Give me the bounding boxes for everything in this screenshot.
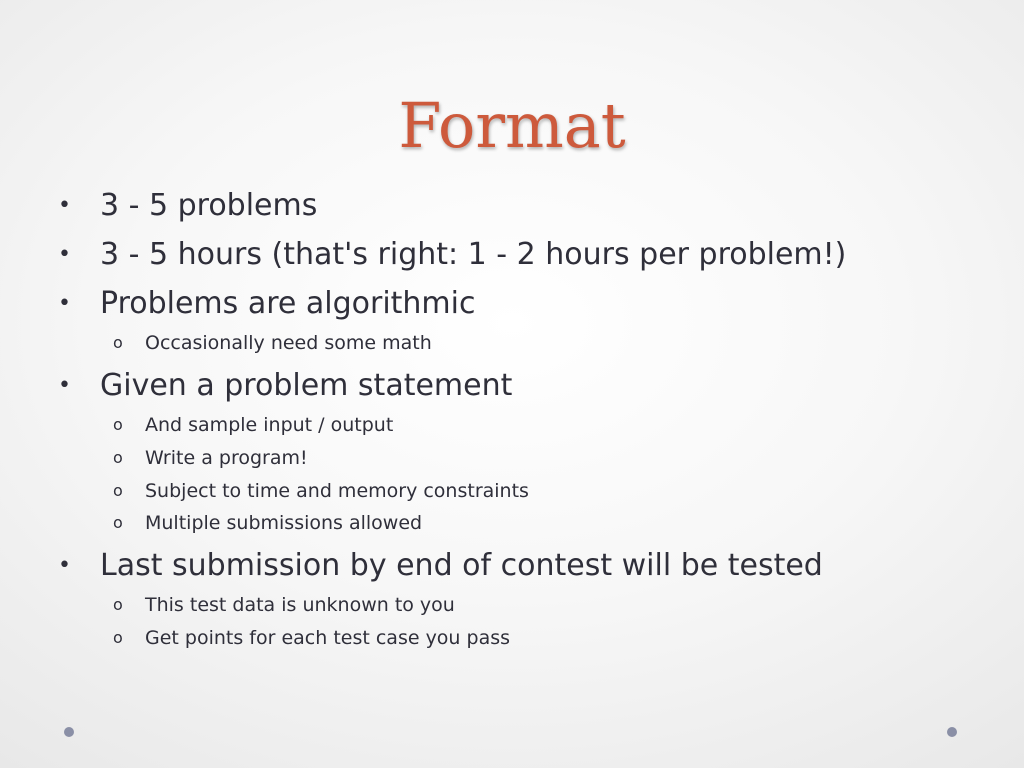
bullet-item bbox=[58, 186, 318, 226]
bullet-item bbox=[58, 546, 823, 586]
bullet-text: Last submission by end of contest will be tested bbox=[100, 548, 823, 583]
sub-bullet-text: Occasionally need some math bbox=[145, 332, 432, 354]
bullet-marker: • bbox=[58, 373, 71, 398]
bullet-marker: • bbox=[58, 291, 71, 316]
sub-bullet-marker: o bbox=[113, 333, 123, 352]
sub-bullet-marker: o bbox=[113, 415, 123, 434]
sub-bullet-text: This test data is unknown to you bbox=[145, 594, 455, 616]
sub-bullet-text: Get points for each test case you pass bbox=[145, 627, 511, 649]
bullet-marker: • bbox=[58, 193, 71, 218]
bullet-text: Problems are algorithmic bbox=[100, 286, 476, 321]
bullet-item bbox=[58, 235, 847, 275]
sub-bullet-item bbox=[113, 591, 455, 619]
bullet-marker: • bbox=[58, 242, 71, 267]
bullet-item bbox=[58, 366, 513, 406]
sub-bullet-text: Multiple submissions allowed bbox=[145, 512, 423, 534]
bullet-text: 3 - 5 hours (that's right: 1 - 2 hours per problem!) bbox=[100, 237, 847, 272]
sub-bullet-marker: o bbox=[113, 448, 123, 467]
sub-bullet-item bbox=[113, 477, 529, 505]
sub-bullet-marker: o bbox=[113, 595, 123, 614]
sub-bullet-marker: o bbox=[113, 628, 123, 647]
corner-dot-left bbox=[64, 727, 74, 737]
bullet-marker: • bbox=[58, 553, 71, 578]
sub-bullet-text: Write a program! bbox=[145, 447, 308, 469]
sub-bullet-marker: o bbox=[113, 513, 123, 532]
sub-bullet-item bbox=[113, 624, 511, 652]
corner-dot-right bbox=[947, 727, 957, 737]
sub-bullet-item bbox=[113, 411, 394, 439]
bullet-text: 3 - 5 problems bbox=[100, 188, 318, 223]
sub-bullet-text: Subject to time and memory constraints bbox=[145, 480, 529, 502]
bullet-item bbox=[58, 284, 476, 324]
bullet-text: Given a problem statement bbox=[100, 368, 513, 403]
slide-title: Format bbox=[398, 89, 626, 162]
sub-bullet-item bbox=[113, 509, 423, 537]
sub-bullet-marker: o bbox=[113, 481, 123, 500]
sub-bullet-item bbox=[113, 329, 432, 357]
sub-bullet-text: And sample input / output bbox=[145, 414, 394, 436]
sub-bullet-item bbox=[113, 444, 308, 472]
